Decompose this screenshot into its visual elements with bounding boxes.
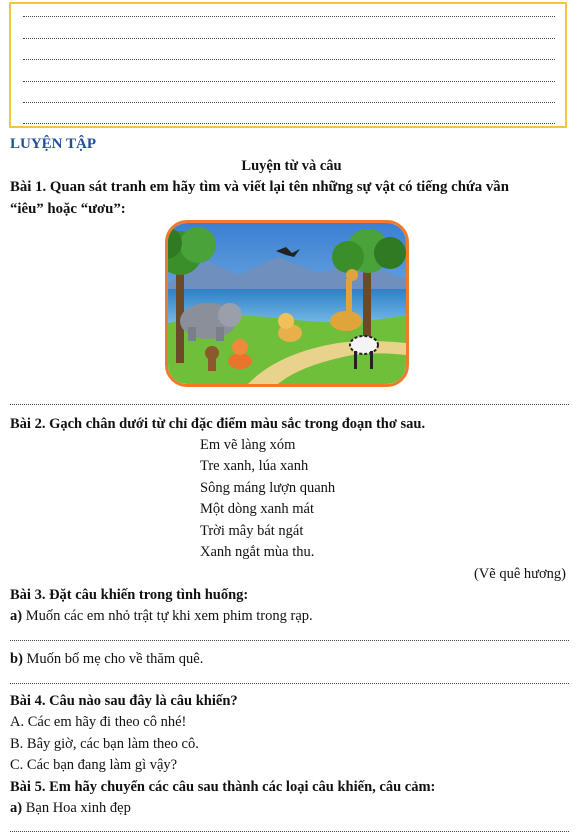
bai4-option[interactable]: B. Bây giờ, các bạn làm theo cô. [10,736,199,752]
item-label: a) [10,800,23,816]
item-text: Muốn các em nhỏ trật tự khi xem phim trong rạp. [22,608,313,624]
poem-line: Trời mây bát ngát [200,523,304,539]
dotted-line[interactable] [23,81,555,82]
bai3-item-b [10,650,203,668]
poem-line: Tre xanh, lúa xanh [200,458,309,474]
answer-box [9,2,567,128]
bai2-title: Bài 2. Gạch chân dưới từ chỉ đặc điểm màu sắc trong đoạn thơ sau. [10,416,426,432]
dotted-line[interactable] [10,831,569,832]
bai3-item-a [10,607,313,625]
bai4-title: Bài 4. Câu nào sau đây là câu khiến? [10,693,238,709]
poem-line: Một dòng xanh mát [200,501,314,517]
poem-source: (Vẽ quê hương) [473,566,566,582]
section-heading: LUYỆN TẬP [10,136,96,152]
bai4-option[interactable]: C. Các bạn đang làm gì vậy? [10,757,178,773]
dotted-line[interactable] [23,123,555,124]
poem-line: Xanh ngắt mùa thu. [200,544,315,560]
bai4-option[interactable]: A. Các em hãy đi theo cô nhé! [10,714,187,730]
dotted-line[interactable] [10,640,569,641]
dotted-line[interactable] [23,16,555,17]
dotted-line[interactable] [23,59,555,60]
dotted-line[interactable] [10,683,569,684]
poem-line: Em vẽ làng xóm [200,437,296,453]
bai3-title: Bài 3. Đặt câu khiến trong tình huống: [10,587,249,603]
item-label: b) [10,651,23,667]
dotted-line[interactable] [23,102,555,103]
poem-line: Sông máng lượn quanh [200,480,336,496]
bai5-title: Bài 5. Em hãy chuyển các câu sau thành các loại câu khiến, câu cảm: [10,779,436,795]
bai5-item-a [10,799,131,817]
bai1-title-line1: Bài 1. Quan sát tranh em hãy tìm và viết lại tên những sự vật có tiếng chứa vần [10,179,509,195]
item-label: a) [10,608,23,624]
animal-illustration [165,220,409,387]
item-text: Muốn bố mẹ cho về thăm quê. [22,651,204,667]
dotted-line[interactable] [10,404,569,405]
dotted-line[interactable] [23,38,555,39]
section-subheading: Luyện từ và câu [241,158,342,174]
item-text: Bạn Hoa xinh đẹp [22,800,131,816]
bai1-title-line2: “iêu” hoặc “ươu”: [10,201,126,217]
